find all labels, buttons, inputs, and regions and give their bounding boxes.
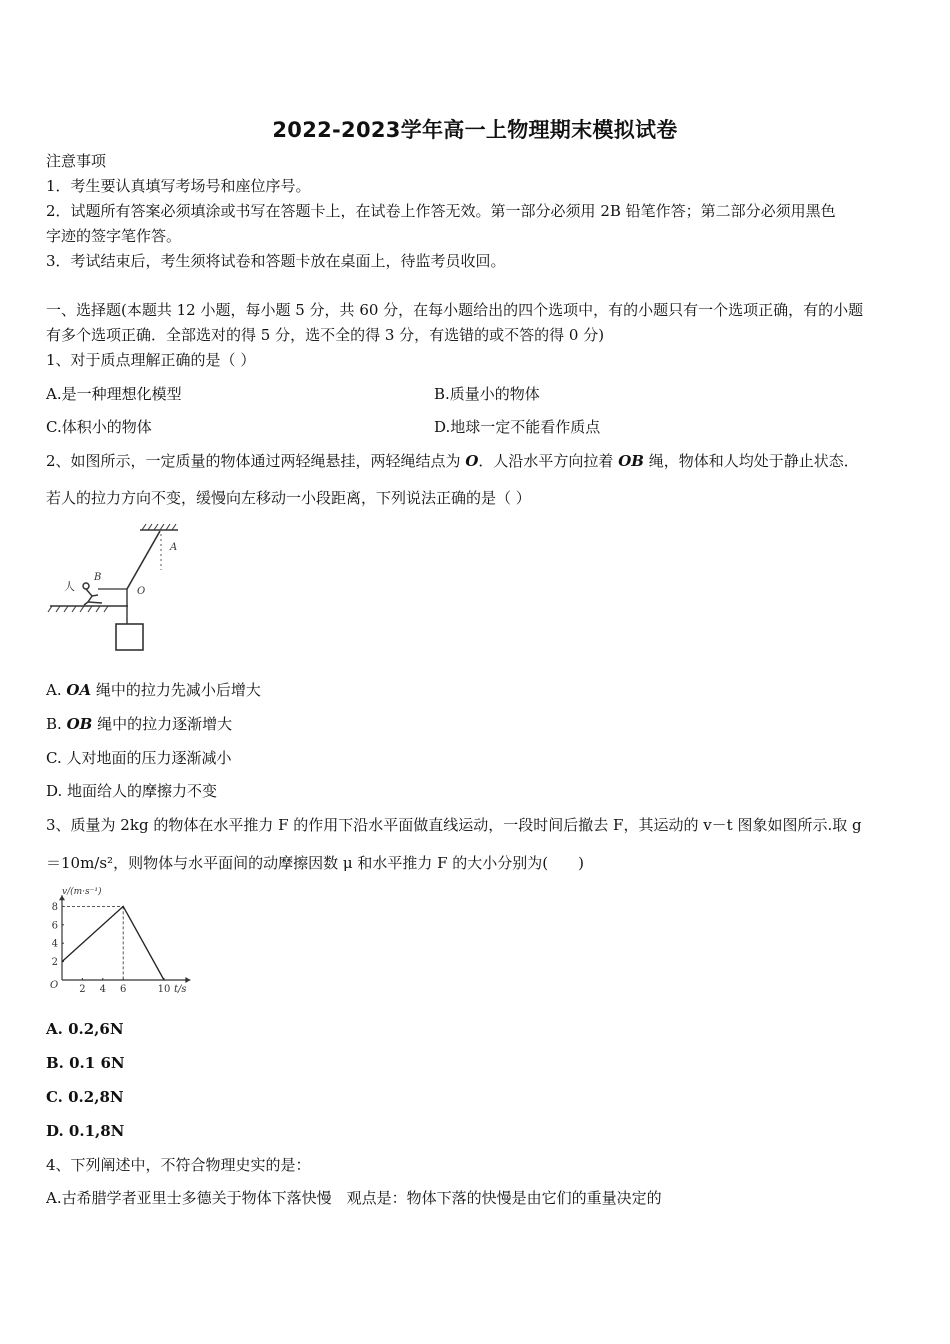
q1-option-b: B.质量小的物体 bbox=[434, 385, 540, 403]
q4-option-a: A.古希腊学者亚里士多德关于物体下落快慢 观点是：物体下落的快慢是由它们的重量决定的 bbox=[46, 1189, 662, 1207]
page-title: 2022-2023学年高一上物理期末模拟试卷 bbox=[272, 118, 678, 142]
section-instructions-line1: 一、选择题(本题共 12 小题，每小题 5 分，共 60 分，在每小题给出的四个选项中，有的小题只有一个选项正确，有的小题 bbox=[46, 301, 864, 319]
y-tick-label: 2 bbox=[51, 957, 58, 969]
q3-option-d: D. 0.1,8N bbox=[46, 1122, 125, 1140]
chart-origin-label: O bbox=[50, 980, 59, 991]
q3-option-b: B. 0.1 6N bbox=[46, 1054, 125, 1072]
y-tick-label: 4 bbox=[51, 938, 58, 950]
q1-stem: 1、对于质点理解正确的是（ ） bbox=[46, 351, 256, 369]
q1-option-a: A.是一种理想化模型 bbox=[46, 385, 182, 403]
notice-item-2: 2．试题所有答案必须填涂或书写在答题卡上，在试卷上作答无效。第一部分必须用 2B 铅笔作答；第二部分必须用黑色 bbox=[46, 202, 836, 220]
q2-option-b: B. OB 绳中的拉力逐渐增大 bbox=[46, 715, 233, 733]
x-axis-arrow bbox=[185, 977, 190, 983]
x-tick-label: 10 bbox=[157, 984, 171, 995]
notice-item-2-cont: 字迹的签字笔作答。 bbox=[46, 227, 182, 245]
x-tick-label: 2 bbox=[79, 984, 86, 995]
x-tick-label: 4 bbox=[99, 984, 106, 995]
q3-option-c: C. 0.2,8N bbox=[46, 1088, 124, 1106]
chart-ylabel: v/(m·s⁻¹) bbox=[62, 887, 102, 897]
x-tick-label: 6 bbox=[120, 984, 127, 995]
y-tick-label: 6 bbox=[51, 920, 58, 932]
notice-heading: 注意事项 bbox=[46, 152, 107, 170]
q2-rope-figure bbox=[44, 522, 194, 654]
q2-option-a: A. OA 绳中的拉力先减小后增大 bbox=[46, 681, 261, 699]
y-tick-label: 8 bbox=[51, 901, 58, 913]
notice-item-1: 1．考生要认真填写考场号和座位序号。 bbox=[46, 177, 311, 195]
label-person: 人 bbox=[64, 580, 75, 593]
label-b: B bbox=[94, 572, 102, 583]
chart-xlabel: t/s bbox=[174, 984, 187, 995]
q2-option-c: C. 人对地面的压力逐渐减小 bbox=[46, 749, 232, 767]
section-instructions-line2: 有多个选项正确．全部选对的得 5 分，选不全的得 3 分，有选错的或不答的得 0 分) bbox=[46, 326, 605, 344]
q2-stem-line2: 若人的拉力方向不变，缓慢向左移动一小段距离，下列说法正确的是（ ） bbox=[46, 489, 531, 507]
q3-option-a: A. 0.2,6N bbox=[46, 1020, 124, 1038]
person-icon bbox=[83, 583, 102, 605]
q3-stem-line1: 3、质量为 2kg 的物体在水平推力 F 的作用下沿水平面做直线运动，一段时间后撤去 F，其运动的 v－t 图象如图所示.取 g bbox=[46, 816, 862, 834]
label-a: A bbox=[170, 542, 178, 553]
q1-option-d: D.地球一定不能看作质点 bbox=[434, 418, 601, 436]
label-o: O bbox=[137, 586, 146, 597]
notice-item-3: 3．考试结束后，考生须将试卷和答题卡放在桌面上，待监考员收回。 bbox=[46, 252, 506, 270]
vt-graph bbox=[44, 882, 204, 996]
q1-option-c: C.体积小的物体 bbox=[46, 418, 152, 436]
q2-stem-line1: 2、如图所示，一定质量的物体通过两轻绳悬挂，两轻绳结点为 O．人沿水平方向拉着 OB 绳，物体和人均处于静止状态． bbox=[46, 452, 859, 470]
vt-series-line bbox=[62, 906, 164, 980]
q4-stem: 4、下列阐述中，不符合物理史实的是： bbox=[46, 1156, 311, 1174]
q2-option-d: D. 地面给人的摩擦力不变 bbox=[46, 782, 218, 800]
q3-stem-line2: ＝10m/s²，则物体与水平面间的动摩擦因数 μ 和水平推力 F 的大小分别为( ) bbox=[46, 854, 585, 872]
